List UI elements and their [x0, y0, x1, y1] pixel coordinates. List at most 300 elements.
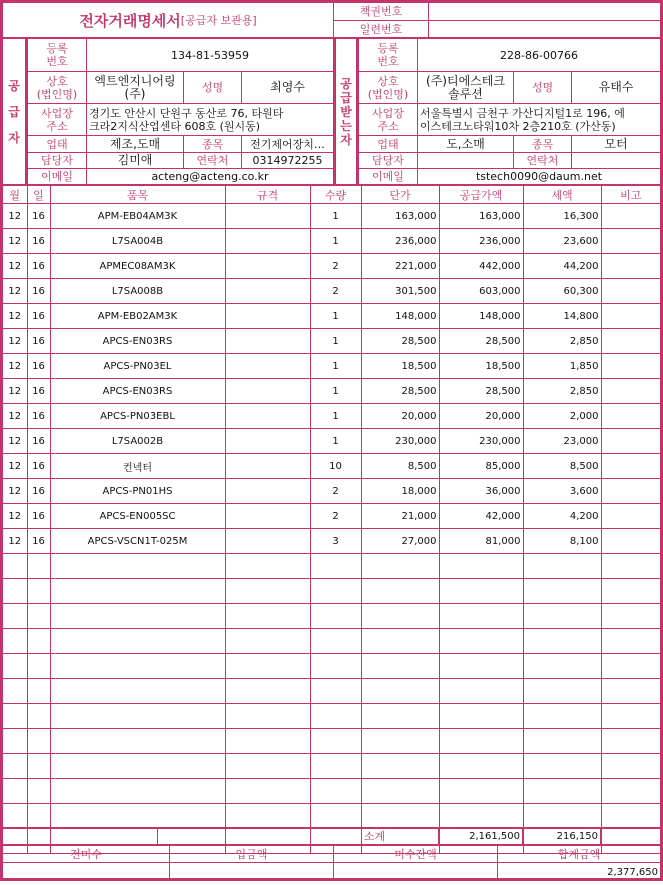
col-tax: 세액 — [523, 185, 601, 204]
supplier-email: acteng@acteng.co.kr — [86, 168, 333, 184]
cell-empty — [439, 654, 523, 679]
supplier-name: 최영수 — [241, 71, 333, 103]
cell-day: 16 — [27, 304, 50, 329]
receiver-contact-label: 담당자 — [359, 152, 417, 168]
cell-unit-price: 18,000 — [361, 479, 439, 504]
cell-unit-price: 236,000 — [361, 229, 439, 254]
cell-empty — [523, 554, 601, 579]
cell-day: 16 — [27, 404, 50, 429]
receiver-biz-item: 모터 — [571, 135, 660, 152]
receiver-name: 유태수 — [571, 71, 660, 103]
cell-note — [601, 254, 660, 279]
cell-empty — [601, 804, 660, 829]
supplier-address-label: 사업장 주소 — [28, 103, 86, 135]
cell-item: APCS-EN03RS — [50, 329, 225, 354]
cell-note — [601, 404, 660, 429]
empty-row — [3, 629, 660, 654]
col-unit-price: 단가 — [361, 185, 439, 204]
cell-empty — [361, 779, 439, 804]
cell-supply-amount: 230,000 — [439, 429, 523, 454]
table-header — [3, 185, 660, 204]
cell-month: 12 — [3, 329, 27, 354]
cell-tax: 16,300 — [523, 204, 601, 229]
cell-supply-amount: 42,000 — [439, 504, 523, 529]
footer-balance — [333, 863, 497, 881]
cell-empty — [361, 554, 439, 579]
empty-row — [3, 679, 660, 704]
cell-empty — [50, 604, 225, 629]
cell-spec — [225, 404, 310, 429]
cell-item: APCS-VSCN1T-025M — [50, 529, 225, 554]
cell-empty — [439, 779, 523, 804]
cell-note — [601, 454, 660, 479]
cell-empty — [439, 679, 523, 704]
empty-row — [3, 704, 660, 729]
serial-no-value — [428, 20, 660, 37]
cell-unit-price: 28,500 — [361, 379, 439, 404]
col-note: 비고 — [601, 185, 660, 204]
cell-supply-amount: 28,500 — [439, 379, 523, 404]
cell-empty — [225, 704, 310, 729]
supplier-biz-type-label: 업태 — [28, 135, 86, 152]
footer-total-label: 합계금액 — [497, 846, 660, 862]
cell-qty: 2 — [310, 254, 361, 279]
cell-qty: 1 — [310, 329, 361, 354]
cell-tax: 44,200 — [523, 254, 601, 279]
cell-day: 16 — [27, 479, 50, 504]
cell-supply-amount: 603,000 — [439, 279, 523, 304]
receiver-reg-no-label: 등록 번호 — [377, 42, 399, 68]
cell-empty — [523, 804, 601, 829]
cell-day: 16 — [27, 329, 50, 354]
cell-empty — [439, 704, 523, 729]
cell-empty — [27, 754, 50, 779]
receiver-phone-label: 연락처 — [513, 152, 571, 168]
supplier-biz-item: 전기제어장치… — [241, 135, 333, 152]
cell-unit-price: 18,500 — [361, 354, 439, 379]
cell-day: 16 — [27, 504, 50, 529]
supplier-reg-no-label: 등록 번호 — [46, 42, 68, 68]
cell-item: APMEC08AM3K — [50, 254, 225, 279]
subtotal-note — [600, 828, 660, 844]
supplier-company-label: 상호 (법인명) — [28, 71, 86, 103]
subtotal-row — [3, 827, 660, 844]
cell-empty — [27, 654, 50, 679]
cell-unit-price: 221,000 — [361, 254, 439, 279]
cell-unit-price: 27,000 — [361, 529, 439, 554]
supplier-company: 엑트엔지니어링 (주) — [86, 71, 183, 103]
table-row — [3, 279, 660, 304]
cell-empty — [27, 629, 50, 654]
cell-unit-price: 21,000 — [361, 504, 439, 529]
cell-unit-price: 28,500 — [361, 329, 439, 354]
cell-empty — [361, 604, 439, 629]
cell-tax: 2,850 — [523, 379, 601, 404]
cell-empty — [601, 579, 660, 604]
cell-empty — [439, 754, 523, 779]
cell-item: APCS-PN01HS — [50, 479, 225, 504]
cell-empty — [3, 579, 27, 604]
cell-empty — [3, 754, 27, 779]
receiver-name-label: 성명 — [513, 71, 571, 103]
cell-tax: 3,600 — [523, 479, 601, 504]
cell-month: 12 — [3, 254, 27, 279]
cell-empty — [3, 779, 27, 804]
cell-tax: 60,300 — [523, 279, 601, 304]
cell-qty: 1 — [310, 379, 361, 404]
cell-day: 16 — [27, 429, 50, 454]
cell-empty — [3, 604, 27, 629]
footer-deposit-label: 입금액 — [169, 846, 333, 862]
cell-spec — [225, 329, 310, 354]
cell-day: 16 — [27, 454, 50, 479]
cell-supply-amount: 28,500 — [439, 329, 523, 354]
cell-note — [601, 329, 660, 354]
table-row — [3, 529, 660, 554]
footer-total: 2,377,650 — [497, 863, 660, 881]
cell-spec — [225, 304, 310, 329]
cell-empty — [3, 729, 27, 754]
cell-empty — [225, 779, 310, 804]
cell-supply-amount: 85,000 — [439, 454, 523, 479]
cell-empty — [310, 629, 361, 654]
cell-empty — [601, 654, 660, 679]
supplier-address: 경기도 안산시 단원구 동산로 76, 타원타 크라2지식산업센타 608호 (원시동) — [86, 103, 333, 135]
cell-spec — [225, 354, 310, 379]
supplier-reg-no: 134-81-53959 — [86, 39, 333, 71]
book-no-label: 책권번호 — [333, 3, 428, 20]
items-table — [3, 184, 660, 854]
cell-spec — [225, 254, 310, 279]
cell-note — [601, 379, 660, 404]
supplier-biz-item-label: 종목 — [183, 135, 241, 152]
cell-empty — [601, 679, 660, 704]
cell-empty — [50, 579, 225, 604]
table-row — [3, 304, 660, 329]
cell-qty: 1 — [310, 304, 361, 329]
cell-qty: 2 — [310, 504, 361, 529]
cell-empty — [601, 704, 660, 729]
cell-day: 16 — [27, 279, 50, 304]
table-row — [3, 354, 660, 379]
cell-empty — [3, 554, 27, 579]
table-row — [3, 404, 660, 429]
cell-empty — [3, 679, 27, 704]
receiver-address-label: 사업장 주소 — [359, 103, 417, 135]
cell-empty — [361, 679, 439, 704]
cell-empty — [601, 604, 660, 629]
cell-empty — [523, 704, 601, 729]
cell-item: APM-EB02AM3K — [50, 304, 225, 329]
cell-item: APCS-EN03RS — [50, 379, 225, 404]
cell-empty — [310, 604, 361, 629]
cell-month: 12 — [3, 304, 27, 329]
empty-row — [3, 579, 660, 604]
cell-item: L7SA004B — [50, 229, 225, 254]
cell-month: 12 — [3, 354, 27, 379]
cell-note — [601, 504, 660, 529]
cell-empty — [3, 654, 27, 679]
cell-month: 12 — [3, 454, 27, 479]
empty-row — [3, 754, 660, 779]
cell-empty — [310, 704, 361, 729]
cell-day: 16 — [27, 354, 50, 379]
cell-empty — [523, 579, 601, 604]
cell-empty — [27, 604, 50, 629]
footer-prev-unpaid-label: 전미수 — [70, 847, 102, 861]
receiver-email-label: 이메일 — [359, 168, 417, 184]
cell-note — [601, 429, 660, 454]
cell-empty — [225, 554, 310, 579]
cell-item: L7SA002B — [50, 429, 225, 454]
footer-values — [3, 862, 660, 881]
cell-day: 16 — [27, 204, 50, 229]
footer-deposit — [169, 863, 333, 881]
cell-item: APCS-EN005SC — [50, 504, 225, 529]
cell-empty — [523, 654, 601, 679]
cell-empty — [50, 729, 225, 754]
cell-empty — [523, 779, 601, 804]
cell-empty — [3, 629, 27, 654]
cell-qty: 2 — [310, 479, 361, 504]
cell-unit-price: 8,500 — [361, 454, 439, 479]
cell-empty — [310, 679, 361, 704]
receiver-phone — [571, 152, 660, 168]
cell-note — [601, 479, 660, 504]
subtotal-supply-amount: 2,161,500 — [438, 828, 522, 844]
cell-month: 12 — [3, 404, 27, 429]
cell-tax: 2,850 — [523, 329, 601, 354]
footer-balance-label: 미수잔액 — [333, 846, 497, 862]
serial-no-label: 일련번호 — [333, 20, 428, 37]
cell-month: 12 — [3, 379, 27, 404]
table-row — [3, 329, 660, 354]
cell-spec — [225, 204, 310, 229]
table-row — [3, 229, 660, 254]
cell-empty — [523, 679, 601, 704]
table-row — [3, 429, 660, 454]
receiver-biz-type: 도,소매 — [417, 135, 513, 152]
cell-empty — [439, 729, 523, 754]
cell-unit-price: 148,000 — [361, 304, 439, 329]
empty-row — [3, 779, 660, 804]
cell-empty — [225, 679, 310, 704]
cell-item: L7SA008B — [50, 279, 225, 304]
cell-qty: 1 — [310, 429, 361, 454]
empty-row — [3, 804, 660, 829]
cell-empty — [601, 779, 660, 804]
cell-spec — [225, 454, 310, 479]
cell-empty — [523, 604, 601, 629]
supplier-biz-type: 제조,도매 — [86, 135, 183, 152]
receiver-email: tstech0090@daum.net — [417, 168, 660, 184]
cell-supply-amount: 20,000 — [439, 404, 523, 429]
table-row — [3, 504, 660, 529]
cell-empty — [225, 804, 310, 829]
cell-note — [601, 354, 660, 379]
cell-empty — [439, 804, 523, 829]
cell-empty — [601, 629, 660, 654]
cell-empty — [310, 754, 361, 779]
cell-qty: 3 — [310, 529, 361, 554]
receiver-side-label: 공 급 받 는 자 — [340, 76, 352, 147]
supplier-block — [3, 37, 333, 184]
cell-spec — [225, 504, 310, 529]
cell-empty — [310, 729, 361, 754]
cell-note — [601, 529, 660, 554]
cell-empty — [225, 654, 310, 679]
cell-month: 12 — [3, 429, 27, 454]
subtotal-tax: 216,150 — [522, 828, 600, 844]
col-item: 품목 — [50, 185, 225, 204]
cell-supply-amount: 18,500 — [439, 354, 523, 379]
receiver-contact — [417, 152, 513, 168]
cell-tax: 4,200 — [523, 504, 601, 529]
title-main: 전자거래명세서 — [79, 11, 181, 30]
cell-empty — [27, 804, 50, 829]
cell-item: APCS-PN03EL — [50, 354, 225, 379]
cell-qty: 1 — [310, 229, 361, 254]
cell-empty — [361, 654, 439, 679]
supplier-side-label: 공 급 자 — [8, 78, 20, 145]
table-row — [3, 254, 660, 279]
cell-unit-price: 230,000 — [361, 429, 439, 454]
table-row — [3, 454, 660, 479]
cell-empty — [225, 579, 310, 604]
cell-tax: 8,100 — [523, 529, 601, 554]
cell-empty — [601, 554, 660, 579]
page-title — [3, 3, 333, 37]
cell-tax: 14,800 — [523, 304, 601, 329]
cell-qty: 1 — [310, 354, 361, 379]
cell-tax: 8,500 — [523, 454, 601, 479]
cell-empty — [439, 579, 523, 604]
cell-month: 12 — [3, 279, 27, 304]
cell-item: 컨넥터 — [50, 454, 225, 479]
footer-labels — [3, 844, 660, 862]
cell-supply-amount: 148,000 — [439, 304, 523, 329]
receiver-company-label: 상호 (법인명) — [359, 71, 417, 103]
cell-empty — [361, 804, 439, 829]
cell-empty — [310, 779, 361, 804]
cell-note — [601, 229, 660, 254]
cell-day: 16 — [27, 229, 50, 254]
receiver-biz-item-label: 종목 — [513, 135, 571, 152]
cell-note — [601, 304, 660, 329]
cell-empty — [310, 554, 361, 579]
cell-qty: 1 — [310, 204, 361, 229]
cell-empty — [27, 554, 50, 579]
cell-empty — [27, 729, 50, 754]
empty-row — [3, 554, 660, 579]
cell-empty — [361, 729, 439, 754]
cell-empty — [310, 804, 361, 829]
cell-empty — [50, 654, 225, 679]
cell-empty — [225, 754, 310, 779]
cell-empty — [361, 754, 439, 779]
footer-prev-unpaid — [3, 863, 169, 881]
cell-qty: 2 — [310, 279, 361, 304]
empty-row — [3, 604, 660, 629]
supplier-contact-label: 담당자 — [28, 152, 86, 168]
cell-month: 12 — [3, 504, 27, 529]
cell-note — [601, 279, 660, 304]
cell-empty — [3, 704, 27, 729]
cell-spec — [225, 429, 310, 454]
cell-note — [601, 204, 660, 229]
cell-empty — [523, 629, 601, 654]
cell-empty — [27, 779, 50, 804]
cell-empty — [50, 804, 225, 829]
cell-supply-amount: 81,000 — [439, 529, 523, 554]
cell-empty — [361, 579, 439, 604]
cell-empty — [225, 629, 310, 654]
cell-month: 12 — [3, 204, 27, 229]
cell-empty — [27, 679, 50, 704]
cell-unit-price: 301,500 — [361, 279, 439, 304]
cell-empty — [225, 729, 310, 754]
cell-day: 16 — [27, 379, 50, 404]
col-supply-amount: 공급가액 — [439, 185, 523, 204]
table-row — [3, 204, 660, 229]
cell-empty — [50, 679, 225, 704]
supplier-email-label: 이메일 — [28, 168, 86, 184]
cell-qty: 10 — [310, 454, 361, 479]
cell-empty — [523, 754, 601, 779]
receiver-address: 서울특별시 금천구 가산디지털1로 196, 에 이스테크노타워10차 2층210호 (가산동) — [417, 103, 660, 135]
cell-month: 12 — [3, 479, 27, 504]
table-row — [3, 379, 660, 404]
cell-empty — [50, 704, 225, 729]
empty-row — [3, 654, 660, 679]
cell-empty — [523, 729, 601, 754]
receiver-biz-type-label: 업태 — [359, 135, 417, 152]
cell-qty: 1 — [310, 404, 361, 429]
cell-supply-amount: 163,000 — [439, 204, 523, 229]
col-day: 일 — [27, 185, 50, 204]
book-no-value — [428, 3, 660, 20]
col-month: 월 — [3, 185, 27, 204]
cell-empty — [50, 779, 225, 804]
cell-tax: 1,850 — [523, 354, 601, 379]
cell-empty — [439, 629, 523, 654]
cell-empty — [27, 579, 50, 604]
table-row — [3, 479, 660, 504]
cell-empty — [27, 704, 50, 729]
cell-empty — [439, 604, 523, 629]
cell-supply-amount: 442,000 — [439, 254, 523, 279]
cell-supply-amount: 236,000 — [439, 229, 523, 254]
cell-empty — [310, 579, 361, 604]
cell-spec — [225, 229, 310, 254]
cell-spec — [225, 479, 310, 504]
cell-empty — [361, 629, 439, 654]
cell-empty — [361, 704, 439, 729]
cell-month: 12 — [3, 229, 27, 254]
cell-spec — [225, 279, 310, 304]
cell-spec — [225, 529, 310, 554]
cell-day: 16 — [27, 254, 50, 279]
cell-unit-price: 163,000 — [361, 204, 439, 229]
title-sub: [공급자 보관용] — [180, 14, 257, 27]
cell-item: APCS-PN03EBL — [50, 404, 225, 429]
cell-item: APM-EB04AM3K — [50, 204, 225, 229]
supplier-contact: 김미애 — [86, 152, 183, 168]
receiver-block — [336, 37, 660, 184]
supplier-phone: 0314972255 — [241, 152, 333, 168]
cell-supply-amount: 36,000 — [439, 479, 523, 504]
cell-empty — [225, 604, 310, 629]
